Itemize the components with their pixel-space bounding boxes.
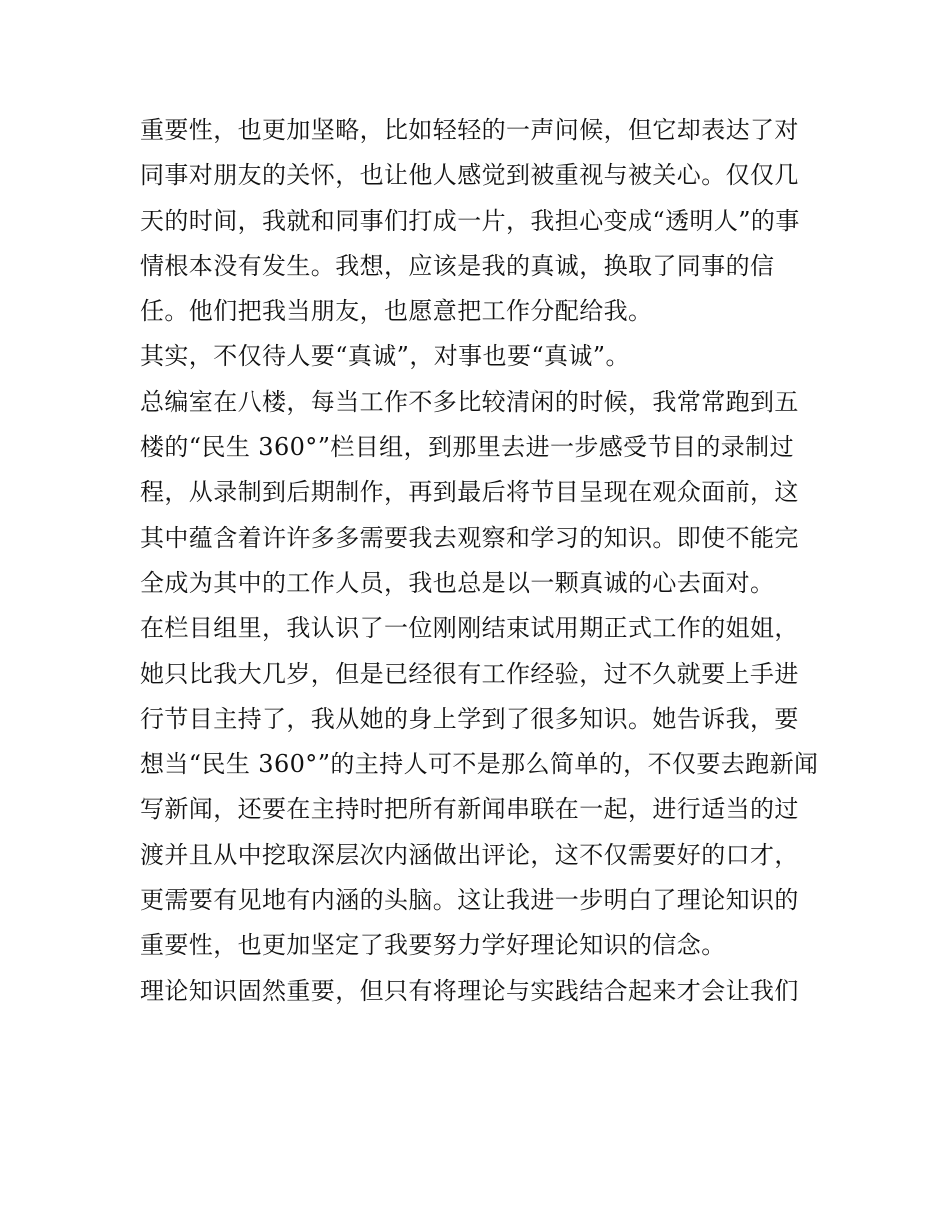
text-line: 行节目主持了，我从她的身上学到了很多知识。她告诉我，要: [140, 704, 799, 733]
text-line: 任。他们把我当朋友，也愿意把工作分配给我。: [140, 297, 653, 326]
text-line: 天的时间，我就和同事们打成一片，我担心变成“透明人”的事: [140, 206, 800, 235]
text-line: 更需要有见地有内涵的头脑。这让我进一步明白了理论知识的: [140, 886, 799, 915]
text-line: 理论知识固然重要，但只有将理论与实践结合起来才会让我们: [140, 976, 799, 1005]
text-line: 情根本没有发生。我想，应该是我的真诚，换取了同事的信: [140, 251, 775, 280]
text-line: 同事对朋友的关怀，也让他人感觉到被重视与被关心。仅仅几: [140, 161, 799, 190]
text-line: 全成为其中的工作人员，我也总是以一颗真诚的心去面对。: [140, 568, 775, 597]
text-line: 楼的“民生 360°”栏目组，到那里去进一步感受节目的录制过: [140, 433, 794, 462]
text-line: 写新闻，还要在主持时把所有新闻串联在一起，进行适当的过: [140, 795, 799, 824]
text-line: 她只比我大几岁，但是已经很有工作经验，过不久就要上手进: [140, 659, 799, 688]
text-line: 其中蕴含着许许多多需要我去观察和学习的知识。即使不能完: [140, 523, 799, 552]
text-line: 重要性，也更加坚定了我要努力学好理论知识的信念。: [140, 931, 726, 960]
text-line: 渡并且从中挖取深层次内涵做出评论，这不仅需要好的口才，: [140, 840, 799, 869]
text-line: 程，从录制到后期制作，再到最后将节目呈现在观众面前，这: [140, 478, 799, 507]
text-line: 想当“民生 360°”的主持人可不是那么简单的，不仅要去跑新闻: [140, 750, 819, 779]
body-text: [140, 108, 830, 1014]
text-line: 重要性，也更加坚略，比如轻轻的一声问候，但它却表达了对: [140, 116, 799, 144]
text-line: 其实，不仅待人要“真诚”，对事也要“真诚”。: [140, 342, 630, 371]
text-line: 在栏目组里，我认识了一位刚刚结束试用期正式工作的姐姐，: [140, 614, 799, 643]
text-line: 总编室在八楼，每当工作不多比较清闲的时候，我常常跑到五: [140, 387, 799, 416]
